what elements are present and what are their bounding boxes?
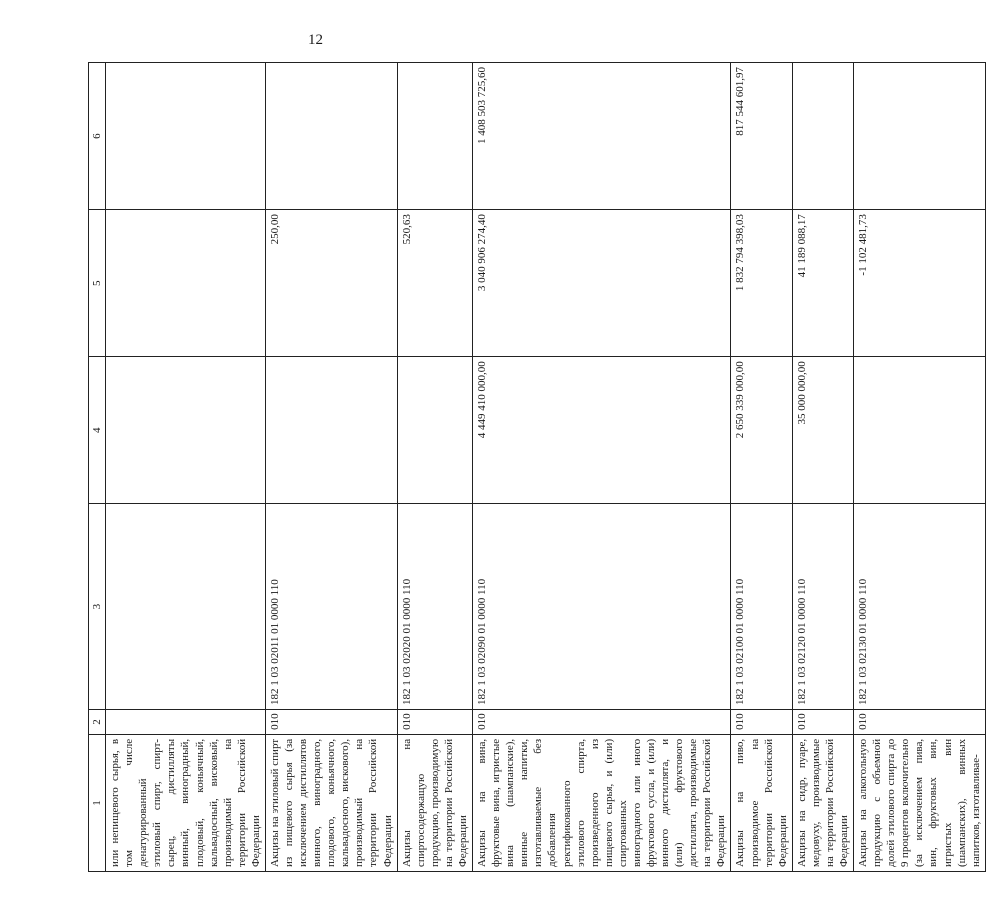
cell-code: 010 [731, 709, 792, 734]
cell-description: Акцизы на пиво, производимое на территории Российской Федерации [731, 734, 792, 871]
cell-code: 010 [265, 709, 397, 734]
cell-value-6 [792, 63, 853, 210]
cell-value-4 [854, 357, 986, 504]
header-cell: 3 [89, 504, 106, 710]
cell-kbk [106, 504, 266, 710]
cell-code: 010 [854, 709, 986, 734]
table-row [473, 63, 731, 872]
table-row [265, 63, 397, 872]
cell-value-6 [106, 63, 266, 210]
cell-value-4: 35 000 000,00 [792, 357, 853, 504]
cell-value-6: 817 544 601,97 [731, 63, 792, 210]
header-cell: 1 [89, 734, 106, 871]
cell-value-4 [265, 357, 397, 504]
cell-kbk: 182 1 03 02020 01 0000 110 [397, 504, 472, 710]
cell-value-5: 3 040 906 274,40 [473, 210, 731, 357]
cell-value-4 [397, 357, 472, 504]
cell-description: или непищевого сырья, в том числе денатурированный этиловый спирт, спирт-сырец, дистилляты винный, виноградный, плодовый, коньячный, кальвадосный, висковый, производимый на территории Российской Федерации [106, 734, 266, 871]
cell-kbk: 182 1 03 02090 01 0000 110 [473, 504, 731, 710]
cell-kbk: 182 1 03 02011 01 0000 110 [265, 504, 397, 710]
cell-value-6: 1 408 503 725,60 [473, 63, 731, 210]
cell-value-4: 4 449 410 000,00 [473, 357, 731, 504]
cell-code [106, 709, 266, 734]
revenue-table [88, 62, 986, 872]
cell-value-5: 1 832 794 398,03 [731, 210, 792, 357]
cell-description: Акцизы на спиртосодержащую продукцию, производимую на территории Российской Федерации [397, 734, 472, 871]
table-row [792, 63, 853, 872]
cell-code: 010 [473, 709, 731, 734]
rotated-table-wrapper [88, 62, 982, 872]
page-number: 12 [308, 32, 323, 48]
cell-value-4 [106, 357, 266, 504]
cell-description: Акцизы на вина, фруктовые вина, игристые вина (шампанские), винные напитки, изготавливаемые без добавления ректификованного этилового спирта, произведенного из пищевого сырья, и (или) спиртованных виноградного или иного фруктового сусла, и (или) винного дистиллята, и (или) фруктового дистиллята, производимые на территории Российской Федерации [473, 734, 731, 871]
table-row [854, 63, 986, 872]
header-row [89, 63, 106, 872]
cell-value-5: 41 189 088,17 [792, 210, 853, 357]
table-row [106, 63, 266, 872]
cell-value-6 [854, 63, 986, 210]
cell-code: 010 [397, 709, 472, 734]
table-row [397, 63, 472, 872]
cell-kbk: 182 1 03 02100 01 0000 110 [731, 504, 792, 710]
cell-description: Акцизы на сидр, пуаре, медовуху, производимые на территории Российской Федерации [792, 734, 853, 871]
cell-value-4: 2 650 339 000,00 [731, 357, 792, 504]
header-cell: 4 [89, 357, 106, 504]
cell-value-5: -1 102 481,73 [854, 210, 986, 357]
cell-description: Акцизы на этиловый спирт из пищевого сырья (за исключением дистиллятов винного, виноградного, плодового, коньячного, кальвадосного, вискового), производимый на территории Российской Федерации [265, 734, 397, 871]
cell-value-5 [106, 210, 266, 357]
cell-kbk: 182 1 03 02120 01 0000 110 [792, 504, 853, 710]
header-cell: 2 [89, 709, 106, 734]
cell-kbk: 182 1 03 02130 01 0000 110 [854, 504, 986, 710]
cell-code: 010 [792, 709, 853, 734]
table-row [731, 63, 792, 872]
cell-description: Акцизы на алкогольную продукцию с объемной долей этилового спирта до 9 процентов включительно (за исключением пива, вин, фруктовых вин, игристых вин (шампанских), винных напитков, изготавливае- [854, 734, 986, 871]
cell-value-6 [265, 63, 397, 210]
cell-value-5: 520,63 [397, 210, 472, 357]
cell-value-6 [397, 63, 472, 210]
header-cell: 5 [89, 210, 106, 357]
header-cell: 6 [89, 63, 106, 210]
cell-value-5: 250,00 [265, 210, 397, 357]
